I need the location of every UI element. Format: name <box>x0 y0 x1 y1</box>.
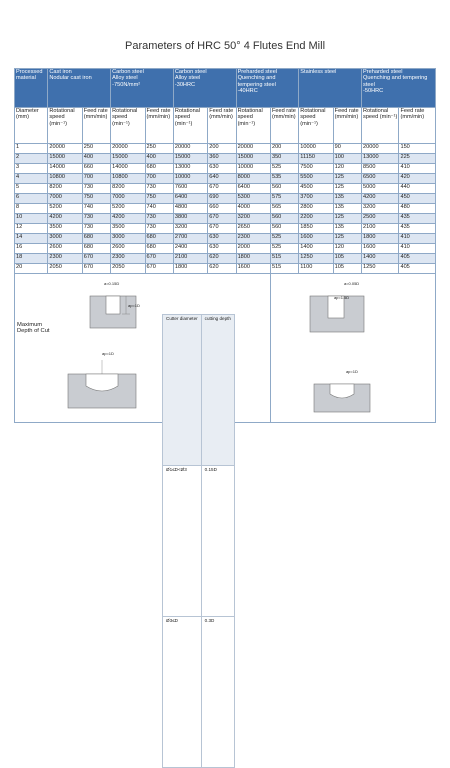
diameter-cell: 5 <box>15 184 48 194</box>
feed-rate-cell: 480 <box>399 204 436 214</box>
diameter-cell: 1 <box>15 144 48 154</box>
rotational-speed-cell: 1250 <box>299 254 333 264</box>
rotational-header: Rotational speed (min⁻¹) <box>173 108 207 144</box>
rotational-speed-cell: 20000 <box>236 144 270 154</box>
feed-rate-cell: 125 <box>333 234 361 244</box>
feed-rate-cell: 135 <box>333 194 361 204</box>
feed-rate-cell: 250 <box>145 144 173 154</box>
feed-rate-cell: 730 <box>145 214 173 224</box>
material-preharded-40hrc: Preharded steel Quenching and tempering steel -40HRC <box>236 69 299 108</box>
rotational-speed-cell: 20000 <box>111 144 145 154</box>
rotational-speed-cell: 10000 <box>299 144 333 154</box>
rotational-speed-cell: 4800 <box>173 204 207 214</box>
feed-rate-cell: 410 <box>399 244 436 254</box>
rotational-header: Rotational speed (min⁻¹) <box>48 108 82 144</box>
rotational-speed-cell: 8200 <box>111 184 145 194</box>
rotational-speed-cell: 8200 <box>48 184 82 194</box>
feed-rate-cell: 440 <box>399 184 436 194</box>
feed-header: Feed rate (mm/min) <box>399 108 436 144</box>
rotational-speed-cell: 2700 <box>173 234 207 244</box>
feed-rate-cell: 630 <box>208 244 236 254</box>
rotational-speed-cell: 1850 <box>299 224 333 234</box>
rotational-speed-cell: 2600 <box>48 244 82 254</box>
feed-rate-cell: 200 <box>208 144 236 154</box>
feed-rate-cell: 560 <box>270 184 298 194</box>
feed-rate-cell: 640 <box>208 174 236 184</box>
rotational-speed-cell: 4200 <box>111 214 145 224</box>
parameters-table <box>14 68 436 623</box>
rotational-speed-cell: 13000 <box>173 164 207 174</box>
diameter-cell: 16 <box>15 244 48 254</box>
rotational-speed-cell: 3200 <box>362 204 399 214</box>
feed-rate-cell: 670 <box>82 264 110 274</box>
feed-rate-cell: 680 <box>82 244 110 254</box>
feed-rate-cell: 670 <box>208 224 236 234</box>
rotational-speed-cell: 5500 <box>299 174 333 184</box>
material-preharded-50hrc: Preharded steel Quenching and tempering steel -50HRC <box>362 69 436 108</box>
feed-rate-cell: 670 <box>208 184 236 194</box>
rotational-header: Rotational speed (min⁻¹) <box>299 108 333 144</box>
table-row <box>15 264 436 274</box>
feed-rate-cell: 225 <box>399 154 436 164</box>
rotational-speed-cell: 4500 <box>299 184 333 194</box>
rotational-speed-cell: 20000 <box>362 144 399 154</box>
note-a1: a=0.15D <box>104 281 120 286</box>
cutter-diameter-header: Cutter diameter <box>163 315 202 466</box>
feed-rate-cell: 400 <box>145 154 173 164</box>
feed-rate-cell: 125 <box>333 214 361 224</box>
feed-rate-cell: 730 <box>82 184 110 194</box>
cutter-range-1: Ø1≤D<Ø3 <box>163 466 202 617</box>
material-cast-iron: Cast iron Nodular cast iron <box>48 69 111 108</box>
diameter-header: Diameter (mm) <box>15 108 48 144</box>
rotational-speed-cell: 1100 <box>299 264 333 274</box>
diameter-cell: 6 <box>15 194 48 204</box>
rotational-speed-cell: 2200 <box>299 214 333 224</box>
rotational-speed-cell: 2000 <box>236 244 270 254</box>
depth-of-cut-label: Maximum Depth of Cut <box>17 322 50 335</box>
rotational-speed-cell: 5000 <box>362 184 399 194</box>
feed-rate-cell: 120 <box>333 244 361 254</box>
rotational-speed-cell: 1600 <box>362 244 399 254</box>
rotational-speed-cell: 8500 <box>362 164 399 174</box>
rotational-speed-cell: 4000 <box>236 204 270 214</box>
rotational-speed-cell: 11150 <box>299 154 333 164</box>
diameter-cell: 10 <box>15 214 48 224</box>
note-ap2: ap=1D <box>102 351 114 356</box>
diameter-cell: 14 <box>15 234 48 244</box>
rotational-speed-cell: 1250 <box>362 264 399 274</box>
feed-rate-cell: 560 <box>270 224 298 234</box>
rotational-speed-cell: 4200 <box>48 214 82 224</box>
rotational-speed-cell: 2050 <box>48 264 82 274</box>
rotational-speed-cell: 1800 <box>236 254 270 264</box>
feed-rate-cell: 410 <box>399 164 436 174</box>
rotational-speed-cell: 3200 <box>173 224 207 234</box>
rotational-speed-cell: 3500 <box>111 224 145 234</box>
feed-rate-cell: 670 <box>208 214 236 224</box>
cutting-depth-header: cutting depth <box>201 315 234 466</box>
feed-rate-cell: 680 <box>145 164 173 174</box>
rotational-speed-cell: 6400 <box>173 194 207 204</box>
diameter-cell: 8 <box>15 204 48 214</box>
feed-rate-cell: 730 <box>145 224 173 234</box>
table-row <box>15 194 436 204</box>
rotational-speed-cell: 2300 <box>236 234 270 244</box>
rotational-header: Rotational speed (min⁻¹) <box>362 108 399 144</box>
rotational-speed-cell: 2050 <box>111 264 145 274</box>
feed-rate-cell: 680 <box>145 234 173 244</box>
material-header-row <box>15 69 436 108</box>
rotational-speed-cell: 13000 <box>362 154 399 164</box>
rotational-speed-cell: 2100 <box>173 254 207 264</box>
depth-of-cut-row <box>15 274 436 423</box>
feed-rate-cell: 250 <box>82 144 110 154</box>
feed-rate-cell: 575 <box>270 194 298 204</box>
feed-rate-cell: 730 <box>82 224 110 234</box>
rotational-speed-cell: 7500 <box>299 164 333 174</box>
table-row <box>15 154 436 164</box>
rotational-speed-cell: 14000 <box>111 164 145 174</box>
feed-rate-cell: 630 <box>208 234 236 244</box>
feed-header: Feed rate (mm/min) <box>270 108 298 144</box>
rotational-speed-cell: 10000 <box>236 164 270 174</box>
table-row <box>15 174 436 184</box>
processed-material-label: Processed material <box>15 69 48 108</box>
rotational-speed-cell: 7000 <box>111 194 145 204</box>
depth-left-panel <box>15 274 271 623</box>
diameter-cell: 12 <box>15 224 48 234</box>
cutter-range-2: Ø3≤D <box>163 617 202 768</box>
rotational-speed-cell: 3200 <box>236 214 270 224</box>
rotational-speed-cell: 15000 <box>236 154 270 164</box>
rotational-speed-cell: 1400 <box>362 254 399 264</box>
rotational-speed-cell: 2300 <box>48 254 82 264</box>
rotational-speed-cell: 3500 <box>48 224 82 234</box>
rotational-speed-cell: 2800 <box>299 204 333 214</box>
table-row <box>15 204 436 214</box>
feed-rate-cell: 435 <box>399 224 436 234</box>
rotational-speed-cell: 2650 <box>236 224 270 234</box>
feed-rate-cell: 730 <box>145 184 173 194</box>
feed-rate-cell: 125 <box>333 174 361 184</box>
cutting-depth-1: 0.15D <box>201 466 234 617</box>
rotational-speed-cell: 2400 <box>173 244 207 254</box>
rotational-speed-cell: 1400 <box>299 244 333 254</box>
rotational-speed-cell: 3000 <box>48 234 82 244</box>
rotational-speed-cell: 2100 <box>362 224 399 234</box>
table-row <box>15 184 436 194</box>
table-row <box>15 214 436 224</box>
diameter-cell: 20 <box>15 264 48 274</box>
feed-rate-cell: 525 <box>270 234 298 244</box>
slot-diagram-4 <box>312 366 372 414</box>
feed-rate-cell: 535 <box>270 174 298 184</box>
feed-rate-cell: 565 <box>270 204 298 214</box>
feed-rate-cell: 125 <box>333 184 361 194</box>
feed-rate-cell: 405 <box>399 264 436 274</box>
note-a2: a=0.05D <box>343 281 360 286</box>
rotational-speed-cell: 4200 <box>362 194 399 204</box>
table-row <box>15 234 436 244</box>
feed-rate-cell: 700 <box>145 174 173 184</box>
feed-rate-cell: 515 <box>270 264 298 274</box>
material-carbon-steel-30hrc: Carbon steel Alloy steel -30HRC <box>173 69 236 108</box>
feed-rate-cell: 405 <box>399 254 436 264</box>
feed-rate-cell: 630 <box>208 164 236 174</box>
feed-rate-cell: 620 <box>208 254 236 264</box>
page-title: Parameters of HRC 50° 4 Flutes End Mill <box>124 40 326 52</box>
material-stainless-steel: Stainless steel <box>299 69 362 108</box>
cutting-depth-2: 0.3D <box>201 617 234 768</box>
feed-rate-cell: 100 <box>333 154 361 164</box>
diameter-cell: 4 <box>15 174 48 184</box>
rotational-speed-cell: 2600 <box>111 244 145 254</box>
rotational-speed-cell: 6500 <box>362 174 399 184</box>
feed-rate-cell: 360 <box>208 154 236 164</box>
rotational-speed-cell: 10800 <box>48 174 82 184</box>
rotational-header: Rotational speed (min⁻¹) <box>111 108 145 144</box>
note-ap4: ap=1D <box>345 369 358 374</box>
rotational-speed-cell: 15000 <box>111 154 145 164</box>
feed-rate-cell: 435 <box>399 214 436 224</box>
table-row <box>15 144 436 154</box>
feed-header: Feed rate (mm/min) <box>82 108 110 144</box>
rotational-speed-cell: 10800 <box>111 174 145 184</box>
feed-rate-cell: 420 <box>399 174 436 184</box>
cutting-depth-table <box>162 314 235 768</box>
table-row <box>15 164 436 174</box>
note-ap3: ap=1.5D <box>333 295 350 300</box>
material-carbon-steel-750: Carbon steel Alloy steel -750N/mm² <box>111 69 174 108</box>
rotational-speed-cell: 20000 <box>48 144 82 154</box>
feed-header: Feed rate (mm/min) <box>145 108 173 144</box>
feed-rate-cell: 105 <box>333 264 361 274</box>
feed-rate-cell: 400 <box>82 154 110 164</box>
diameter-cell: 18 <box>15 254 48 264</box>
feed-rate-cell: 410 <box>399 234 436 244</box>
diameter-cell: 2 <box>15 154 48 164</box>
feed-rate-cell: 740 <box>145 204 173 214</box>
rotational-speed-cell: 3000 <box>111 234 145 244</box>
rotational-speed-cell: 6400 <box>236 184 270 194</box>
feed-rate-cell: 670 <box>82 254 110 264</box>
rotational-speed-cell: 14000 <box>48 164 82 174</box>
feed-rate-cell: 525 <box>270 244 298 254</box>
feed-rate-cell: 680 <box>145 244 173 254</box>
feed-rate-cell: 690 <box>208 194 236 204</box>
feed-rate-cell: 750 <box>145 194 173 204</box>
feed-rate-cell: 660 <box>82 164 110 174</box>
feed-rate-cell: 90 <box>333 144 361 154</box>
feed-rate-cell: 750 <box>82 194 110 204</box>
rotational-header: Rotational speed (min⁻¹) <box>236 108 270 144</box>
rotational-speed-cell: 10000 <box>173 174 207 184</box>
depth-right-panel <box>270 274 435 423</box>
feed-rate-cell: 525 <box>270 164 298 174</box>
param-header-row <box>15 108 436 144</box>
feed-rate-cell: 150 <box>399 144 436 154</box>
feed-rate-cell: 620 <box>208 264 236 274</box>
rotational-speed-cell: 5200 <box>111 204 145 214</box>
feed-rate-cell: 560 <box>270 214 298 224</box>
rotational-speed-cell: 1800 <box>173 264 207 274</box>
feed-rate-cell: 670 <box>145 264 173 274</box>
feed-rate-cell: 680 <box>82 234 110 244</box>
rotational-speed-cell: 15000 <box>48 154 82 164</box>
rotational-speed-cell: 1600 <box>299 234 333 244</box>
table-row <box>15 244 436 254</box>
feed-rate-cell: 350 <box>270 154 298 164</box>
feed-rate-cell: 120 <box>333 164 361 174</box>
rotational-speed-cell: 20000 <box>173 144 207 154</box>
rotational-speed-cell: 7600 <box>173 184 207 194</box>
rotational-speed-cell: 5300 <box>236 194 270 204</box>
feed-rate-cell: 515 <box>270 254 298 264</box>
rotational-speed-cell: 5200 <box>48 204 82 214</box>
rotational-speed-cell: 7000 <box>48 194 82 204</box>
rotational-speed-cell: 2500 <box>362 214 399 224</box>
feed-rate-cell: 105 <box>333 254 361 264</box>
rotational-speed-cell: 2300 <box>111 254 145 264</box>
slot-diagram-3 <box>308 280 366 334</box>
feed-rate-cell: 700 <box>82 174 110 184</box>
rotational-speed-cell: 8000 <box>236 174 270 184</box>
feed-rate-cell: 660 <box>208 204 236 214</box>
feed-rate-cell: 200 <box>270 144 298 154</box>
feed-rate-cell: 730 <box>82 214 110 224</box>
note-ap1: ap=1D <box>128 303 140 308</box>
feed-header: Feed rate (mm/min) <box>208 108 236 144</box>
table-row <box>15 224 436 234</box>
table-row <box>15 254 436 264</box>
feed-rate-cell: 670 <box>145 254 173 264</box>
rotational-speed-cell: 3700 <box>299 194 333 204</box>
diameter-cell: 3 <box>15 164 48 174</box>
rotational-speed-cell: 1600 <box>236 264 270 274</box>
rotational-speed-cell: 15000 <box>173 154 207 164</box>
feed-header: Feed rate (mm/min) <box>333 108 361 144</box>
feed-rate-cell: 135 <box>333 224 361 234</box>
rotational-speed-cell: 3800 <box>173 214 207 224</box>
rotational-speed-cell: 1800 <box>362 234 399 244</box>
feed-rate-cell: 450 <box>399 194 436 204</box>
feed-rate-cell: 740 <box>82 204 110 214</box>
feed-rate-cell: 135 <box>333 204 361 214</box>
